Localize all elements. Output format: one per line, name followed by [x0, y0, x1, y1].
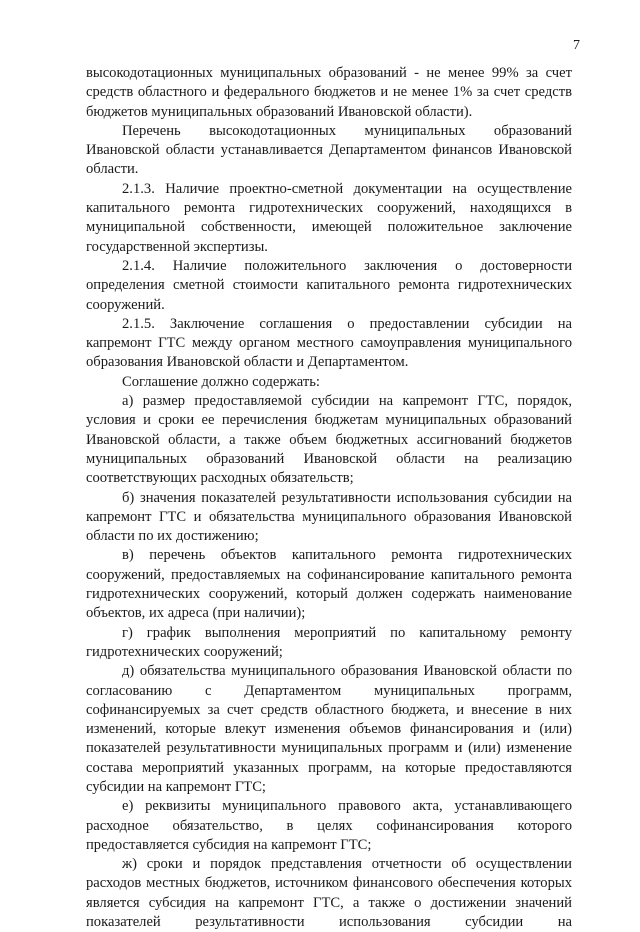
list-item-e: е) реквизиты муниципального правового акта, устанавливающего расходное обязательство, в целях софинансирования которого предоставляется субсидия на капремонт ГТС;: [86, 798, 572, 853]
list-item-d: д) обязательства муниципального образования Ивановской области по согласованию с Департаментом муниципальных программ, софинансируемых за счет средств областного бюджета, и внесение в них изменений, которые влекут изменения объемов финансирования и (или) показателей результативности муниципальных программ и (или) изменение состава мероприятий указанных программ, на которые предоставляются субсидии на капремонт ГТС;: [86, 663, 572, 795]
list-item-g: г) график выполнения мероприятий по капитальному ремонту гидротехнических сооружений;: [86, 624, 572, 660]
paragraph-agreement-intro: Соглашение должно содержать:: [122, 373, 320, 390]
list-item-v: в) перечень объектов капитального ремонта гидротехнических сооружений, предоставляемых на софинансирование капитального ремонта гидротехнических сооружений, который должен содержать наименование объектов, их адреса (при наличии);: [86, 547, 572, 622]
document-body: [86, 64, 572, 932]
paragraph-2-1-5: 2.1.5. Заключение соглашения о предоставлении субсидии на капремонт ГТС между органом местного самоуправления муниципального образования Ивановской области и Департаментом.: [86, 315, 572, 371]
page-number: 7: [573, 38, 580, 53]
paragraph-continuation: высокодотационных муниципальных образований - не менее 99% за счет средств областного и федерального бюджетов и не менее 1% за счет средств бюджетов муниципальных образований Ивановской области).: [86, 65, 572, 120]
paragraph-list-established: Перечень высокодотационных муниципальных образований Ивановской области устанавливается Департаментом финансов Ивановской области.: [86, 122, 572, 178]
paragraph-2-1-4: 2.1.4. Наличие положительного заключения о достоверности определения сметной стоимости капитального ремонта гидротехнических сооружений.: [86, 257, 572, 313]
list-item-b: б) значения показателей результативности использования субсидии на капремонт ГТС и обязательства муниципального образования Ивановской области по их достижению;: [86, 489, 572, 545]
paragraph-2-1-3: 2.1.3. Наличие проектно-сметной документации на осуществление капитального ремонта гидротехнических сооружений, находящихся в муниципальной собственности, имеющей положительное заключение государственной экспертизы.: [86, 180, 572, 255]
list-item-a: а) размер предоставляемой субсидии на капремонт ГТС, порядок, условия и сроки ее перечисления бюджетам муниципальных образований Ивановской области, а также объем бюджетных ассигнований бюджетов муниципальных образований Ивановской области на реализацию соответствующих расходных обязательств;: [86, 393, 572, 487]
list-item-zh: ж) сроки и порядок представления отчетности об осуществлении расходов местных бюджетов, источником финансового обеспечения которых является субсидия на капремонт ГТС, а также о достижении значений показателей результативности использования субсидии на: [86, 856, 572, 931]
